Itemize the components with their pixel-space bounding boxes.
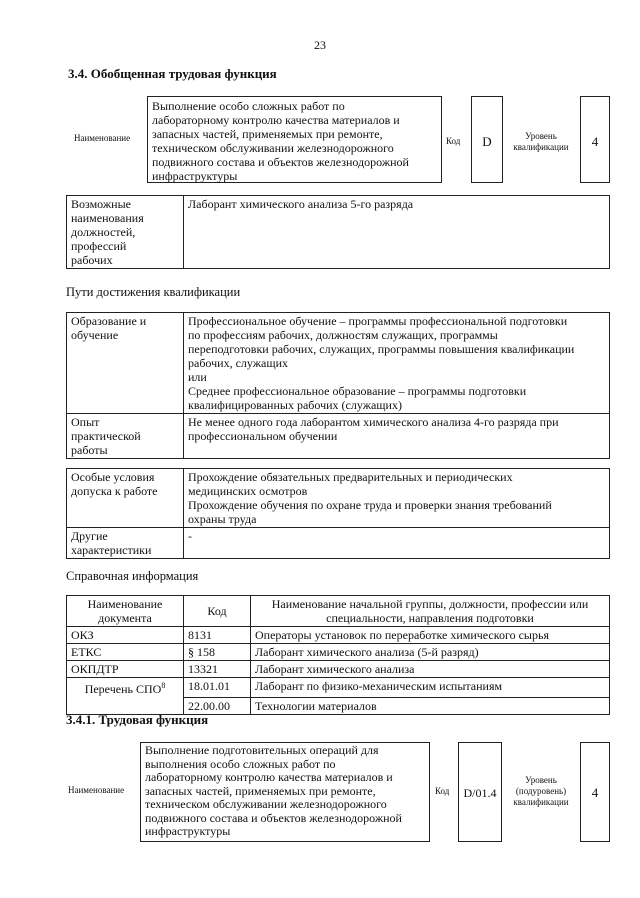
ref-name: Лаборант химического анализа: [251, 661, 610, 678]
admission-label: Особые условия допуска к работе: [67, 469, 184, 528]
code-value-box: D/01.4: [458, 742, 502, 842]
ref-code: 8131: [184, 627, 251, 644]
ref-doc-text: Перечень СПО: [84, 682, 162, 696]
ref-doc: ЕТКС: [67, 644, 184, 661]
ref-code: 18.01.01: [184, 678, 251, 698]
function-name-box: Выполнение подготовительных операций для выполнения особо сложных работ по лабораторному контролю качества материалов и запасных частей, применяемых при ремонте, техническом обслуживании железнодорожного подвижного состава и объектов железнодорожной инфраструктуры: [140, 742, 430, 842]
footnote-mark: 8: [161, 681, 166, 690]
ref-name: Технологии материалов: [251, 697, 610, 714]
header-document: Наименование документа: [67, 596, 184, 627]
function-name-box: Выполнение особо сложных работ по лабораторному контролю качества материалов и запасных частей, применяемых при ремонте, техническом обслуживании железнодорожного подвижного состава и объектов железнодорожной инфраструктуры: [147, 96, 442, 183]
ref-name: Операторы установок по переработке химического сырья: [251, 627, 610, 644]
conditions-table: [66, 468, 610, 559]
table-row: [67, 528, 610, 559]
admission-value: Прохождение обязательных предварительных и периодических медицинских осмотров Прохождение обучения по охране труда и проверки знания требований охраны труда: [184, 469, 610, 528]
ref-doc: ОКЗ: [67, 627, 184, 644]
ref-doc: ОКПДТР: [67, 661, 184, 678]
level-label: Уровень квалификации: [513, 131, 569, 152]
code-label: Код: [435, 786, 450, 796]
reference-table: [66, 595, 610, 715]
positions-label: Возможные наименования должностей, профессий рабочих: [67, 196, 184, 269]
name-label: Наименование: [68, 785, 125, 795]
table-row: [67, 678, 610, 698]
experience-label: Опыт практической работы: [67, 414, 184, 459]
ref-code: 22.00.00: [184, 697, 251, 714]
table-row: [67, 661, 610, 678]
experience-value: Не менее одного года лаборантом химического анализа 4-го разряда при профессиональном обучении: [184, 414, 610, 459]
table-row: [67, 627, 610, 644]
level-label: Уровень (подуровень) квалификации: [513, 775, 569, 807]
name-label: Наименование: [74, 133, 131, 143]
reference-heading: Справочная информация: [66, 569, 199, 583]
table-row: [67, 414, 610, 459]
ref-doc: [67, 678, 184, 698]
table-row: [67, 196, 610, 269]
positions-table: [66, 195, 610, 269]
table-header-row: [67, 596, 610, 627]
table-row: [67, 469, 610, 528]
page-number: 23: [314, 38, 326, 52]
code-label: Код: [446, 136, 461, 146]
code-value-box: D: [471, 96, 503, 183]
positions-value: Лаборант химического анализа 5-го разряда: [184, 196, 610, 269]
ref-code: § 158: [184, 644, 251, 661]
subsection-heading: 3.4.1. Трудовая функция: [66, 712, 209, 727]
education-value: Профессиональное обучение – программы профессиональной подготовки по профессиям рабочих, должностям служащих, программы переподготовки рабочих, служащих, программы повышения квалификации рабочих, служащих или Среднее профессиональное образование – программы подготовки квалифицированных рабочих (служащих): [184, 313, 610, 414]
level-value-box: 4: [580, 96, 610, 183]
header-group-name: Наименование начальной группы, должности, профессии или специальности, направления подготовки: [251, 596, 610, 627]
education-label: Образование и обучение: [67, 313, 184, 414]
ref-name: Лаборант по физико-механическим испытаниям: [251, 678, 610, 698]
section-heading: 3.4. Обобщенная трудовая функция: [68, 66, 277, 81]
paths-heading: Пути достижения квалификации: [66, 285, 241, 299]
table-row: [67, 313, 610, 414]
other-label: Другие характеристики: [67, 528, 184, 559]
ref-code: 13321: [184, 661, 251, 678]
education-table: [66, 312, 610, 459]
header-code: Код: [184, 596, 251, 627]
table-row: [67, 644, 610, 661]
other-value: -: [184, 528, 610, 559]
level-value-box: 4: [580, 742, 610, 842]
ref-name: Лаборант химического анализа (5-й разряд): [251, 644, 610, 661]
